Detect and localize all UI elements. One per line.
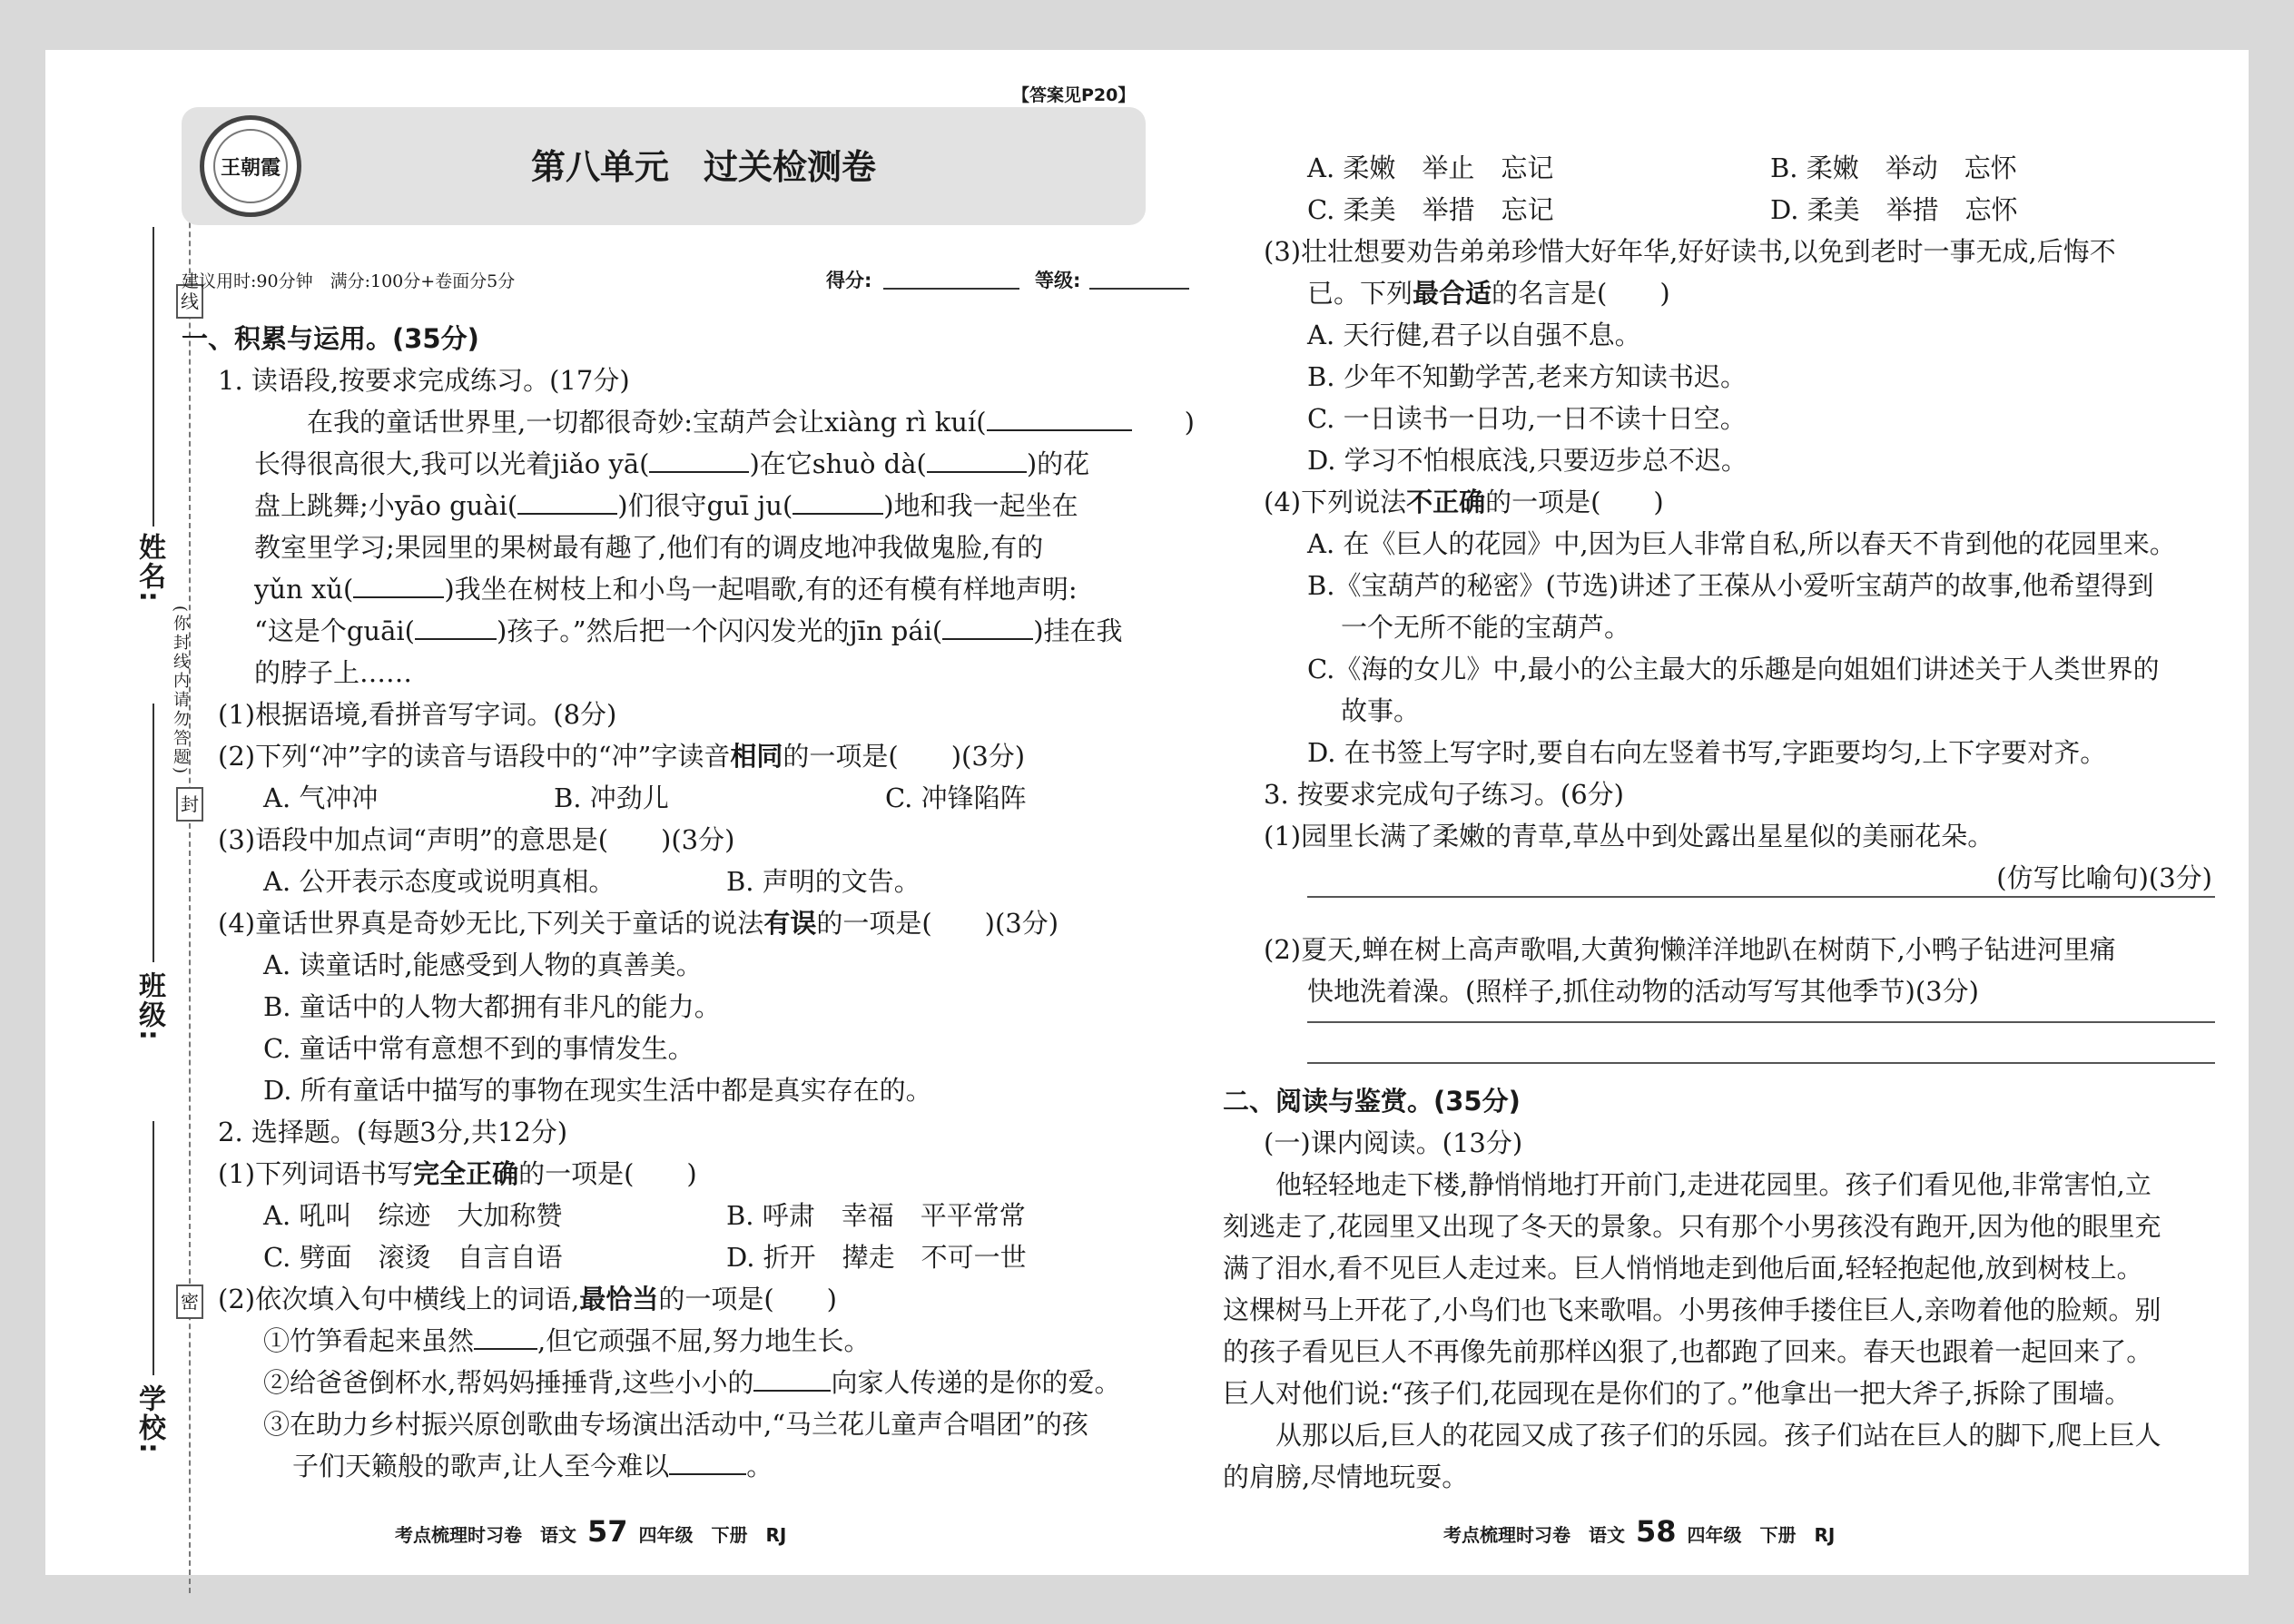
option-a[interactable]: A. 柔嫩 举止 忘记 xyxy=(1307,153,1554,183)
answer-blank[interactable] xyxy=(649,448,749,473)
option-b[interactable]: B. 声明的文告。 xyxy=(726,866,921,897)
question-2-2: (2)依次填入句中横线上的词语,最恰当的一项是( ) xyxy=(218,1284,837,1314)
answer-reference: 【答案见P20】 xyxy=(1012,85,1136,105)
option-c-cont: 故事。 xyxy=(1341,695,1421,726)
answer-line[interactable] xyxy=(1307,896,2215,898)
exam-meta: 建议用时:90分钟 满分:100分+卷面分5分 xyxy=(182,271,516,291)
name-label: 姓名: xyxy=(133,533,165,604)
option-a[interactable]: A. 公开表示态度或说明真相。 xyxy=(263,866,615,897)
section-1-heading: 一、积累与运用。(35分) xyxy=(182,323,479,354)
question-2-1-options-cd xyxy=(182,1236,1171,1278)
question-2-4: (4)下列说法不正确的一项是( ) xyxy=(1264,487,1664,517)
question-2-3: (3)壮壮想要劝告弟弟珍惜大好年华,好好读书,以免到老时一事无成,后悔不 xyxy=(1264,236,2116,267)
question-1-3: (3)语段中加点词“声明”的意思是( )(3分) xyxy=(218,824,735,855)
answer-blank[interactable] xyxy=(987,406,1132,431)
reading-line: 从那以后,巨人的花园又成了孩子们的乐园。孩子们站在巨人的脚下,爬上巨人 xyxy=(1223,1420,2161,1451)
option-b[interactable]: B. 童话中的人物大都拥有非凡的能力。 xyxy=(263,991,721,1022)
option-d[interactable]: D. 在书签上写字时,要自右向左竖着书写,字距要均匀,上下字要对齐。 xyxy=(1307,737,2107,768)
option-c[interactable]: C. 冲锋陷阵 xyxy=(885,782,1027,813)
answer-line[interactable] xyxy=(1307,1062,2215,1064)
page-number: 57 xyxy=(587,1514,628,1549)
section-2-heading: 二、阅读与鉴赏。(35分) xyxy=(1223,1086,1521,1117)
option-a[interactable]: A. 在《巨人的花园》中,因为巨人非常自私,所以春天不肯到他的花园里来。 xyxy=(1307,528,2176,559)
question-1-2: (2)下列“冲”字的读音与语段中的“冲”字读音相同的一项是( )(3分) xyxy=(218,741,1026,772)
reading-1-heading: (一)课内阅读。(13分) xyxy=(1264,1127,1523,1158)
option-d[interactable]: D. 学习不怕根底浅,只要迈步总不迟。 xyxy=(1307,445,1748,476)
option-b-cont: 一个无所不能的宝葫芦。 xyxy=(1341,612,1631,643)
question-1: 1. 读语段,按要求完成练习。(17分) xyxy=(218,365,630,396)
question-1-3-options xyxy=(182,861,1171,902)
left-column xyxy=(182,318,1195,1487)
reading-line: 的孩子看见巨人不再像先前那样凶狠了,也都跑了回来。春天也跟着一起回来了。 xyxy=(1223,1336,2153,1367)
sentence-3-cont: 子们天籁般的歌声,让人至今难以 。 xyxy=(292,1451,773,1481)
school-label: 学校: xyxy=(133,1384,165,1455)
question-3: 3. 按要求完成句子练习。(6分) xyxy=(1264,779,1624,810)
answer-blank[interactable] xyxy=(517,489,617,515)
passage-line: yǔn xǔ( )我坐在树枝上和小鸟一起唱歌,有的还有模有样地声明: xyxy=(254,574,1078,605)
option-a[interactable]: A. 读童话时,能感受到人物的真善美。 xyxy=(263,950,703,980)
name-underline xyxy=(153,227,154,527)
option-a[interactable]: A. 气冲冲 xyxy=(263,782,379,813)
question-2-1: (1)下列词语书写完全正确的一项是( ) xyxy=(218,1158,697,1189)
question-2-3-cont: 已。下列最合适的名言是( ) xyxy=(1307,278,1670,309)
option-c[interactable]: C. 柔美 举措 忘记 xyxy=(1307,194,1554,225)
option-c[interactable]: C. 一日读书一日功,一日不读十日空。 xyxy=(1307,403,1747,434)
reading-line: 刻逃走了,花园里又出现了冬天的景象。只有那个小男孩没有跑开,因为他的眼里充 xyxy=(1223,1211,2161,1242)
option-c[interactable]: C. 劈面 滚烫 自言自语 xyxy=(263,1242,563,1273)
option-c[interactable]: C.《海的女儿》中,最小的公主最大的乐趣是向姐姐们讲述关于人类世界的 xyxy=(1307,654,2160,684)
seal-box: 封 xyxy=(176,787,203,822)
answer-blank[interactable] xyxy=(669,1450,746,1475)
sentence-2: ②给爸爸倒杯水,帮妈妈捶捶背,这些小小的 向家人传递的是你的爱。 xyxy=(263,1367,1121,1398)
option-b[interactable]: B. 柔嫩 举动 忘怀 xyxy=(1770,153,2017,183)
question-2-1-options-ab xyxy=(182,1195,1171,1236)
class-label: 班级: xyxy=(133,971,165,1042)
answer-line[interactable] xyxy=(1307,1021,2215,1023)
option-b[interactable]: B. 少年不知勤学苦,老来方知读书迟。 xyxy=(1307,361,1747,392)
reading-line: 他轻轻地走下楼,静悄悄地打开前门,走进花园里。孩子们看见他,非常害怕,立 xyxy=(1223,1169,2151,1200)
option-a[interactable]: A. 吼叫 综迹 大加称赞 xyxy=(263,1200,563,1231)
option-b[interactable]: B.《宝葫芦的秘密》(节选)讲述了王葆从小爱听宝葫芦的故事,他希望得到 xyxy=(1307,570,2154,601)
question-1-2-options xyxy=(182,777,1171,819)
passage-line: 长得很高很大,我可以光着jiǎo yā( )在它shuò dà( )的花 xyxy=(254,448,1090,479)
reading-line: 这棵树马上开花了,小鸟们也飞来歌唱。小男孩伸手搂住巨人,亲吻着他的脸颊。别 xyxy=(1223,1294,2161,1325)
answer-blank[interactable] xyxy=(415,615,497,640)
no-answer-note: (你封线内请勿答题) xyxy=(171,605,190,777)
secret-box: 密 xyxy=(176,1284,203,1319)
right-column xyxy=(1223,147,2249,899)
answer-blank[interactable] xyxy=(793,489,883,515)
class-underline xyxy=(153,704,154,962)
passage-line: 的脖子上…… xyxy=(254,657,413,688)
question-3-1-requirement: (仿写比喻句)(3分) xyxy=(1996,862,2212,893)
option-a[interactable]: A. 天行健,君子以自强不息。 xyxy=(1307,320,1641,350)
passage-line: 教室里学习;果园里的果树最有趣了,他们有的调皮地冲我做鬼脸,有的 xyxy=(254,532,1044,563)
option-d[interactable]: D. 折开 撵走 不可一世 xyxy=(726,1242,1027,1273)
grade-label: 等级: xyxy=(1035,270,1081,291)
option-d[interactable]: D. 柔美 举措 忘怀 xyxy=(1770,194,2018,225)
question-2-2-options-cd xyxy=(1223,189,2249,231)
passage-line: 在我的童话世界里,一切都很奇妙:宝葫芦会让xiàng rì kuí( ) xyxy=(254,407,1195,438)
logo xyxy=(200,115,301,217)
grade-field[interactable] xyxy=(1089,288,1189,290)
line-box: 线 xyxy=(176,284,203,319)
question-2: 2. 选择题。(每题3分,共12分) xyxy=(218,1117,568,1147)
option-b[interactable]: B. 冲劲儿 xyxy=(554,782,669,813)
answer-blank[interactable] xyxy=(474,1324,537,1350)
reading-line: 巨人对他们说:“孩子们,花园现在是你们的了。”他拿出一把大斧子,拆除了围墙。 xyxy=(1223,1378,2132,1409)
exam-sheet xyxy=(45,50,2249,1575)
option-b[interactable]: B. 呼肃 幸福 平平常常 xyxy=(726,1200,1026,1231)
page-number: 58 xyxy=(1636,1514,1677,1549)
reading-line: 满了泪水,看不见巨人走过来。巨人悄悄地走到他后面,轻轻抱起他,放到树枝上。 xyxy=(1223,1253,2143,1284)
question-1-4: (4)童话世界真是奇妙无比,下列关于童话的说法有误的一项是( )(3分) xyxy=(218,908,1059,939)
reading-line: 的肩膀,尽情地玩耍。 xyxy=(1223,1462,1469,1492)
logo-text: 王朝霞 xyxy=(220,156,281,180)
option-d[interactable]: D. 所有童话中描写的事物在现实生活中都是真实存在的。 xyxy=(263,1075,932,1106)
reading-section xyxy=(1223,1080,2249,1498)
question-2-2-options-ab xyxy=(1223,147,2249,189)
question-3-1: (1)园里长满了柔嫩的青草,草丛中到处露出星星似的美丽花朵。 xyxy=(1264,821,1994,851)
school-underline xyxy=(153,1121,154,1375)
sentence-3: ③在助力乡村振兴原创歌曲专场演出活动中,“马兰花儿童声合唱团”的孩 xyxy=(263,1409,1088,1440)
sentence-1: ①竹笋看起来虽然 ,但它顽强不屈,努力地生长。 xyxy=(263,1325,871,1356)
page-title: 第八单元 过关检测卷 xyxy=(531,147,877,187)
score-label: 得分: xyxy=(826,270,872,291)
passage-line: 盘上跳舞;小yāo guài( )们很守guī ju( )地和我一起坐在 xyxy=(254,490,1078,521)
answer-blank[interactable] xyxy=(353,573,444,598)
passage xyxy=(182,401,1195,694)
answer-blank[interactable] xyxy=(942,615,1033,640)
right-column-lower xyxy=(1223,929,2249,1012)
answer-blank[interactable] xyxy=(753,1366,831,1392)
option-c[interactable]: C. 童话中常有意想不到的事情发生。 xyxy=(263,1033,694,1064)
question-3-2-cont: 快地洗着澡。(照样子,抓住动物的活动写写其他季节)(3分) xyxy=(1307,976,1979,1007)
question-3-2: (2)夏天,蝉在树上高声歌唱,大黄狗懒洋洋地趴在树荫下,小鸭子钻进河里痛 xyxy=(1264,934,2116,965)
footer-left: 考点梳理时习卷 语文 57 四年级 下册 RJ xyxy=(395,1514,787,1549)
answer-blank[interactable] xyxy=(927,448,1027,473)
passage-line: “这是个guāi( )孩子。”然后把一个闪闪发光的jīn pái( )挂在我 xyxy=(254,615,1123,646)
question-1-1: (1)根据语境,看拼音写字词。(8分) xyxy=(218,699,617,730)
footer-right: 考点梳理时习卷 语文 58 四年级 下册 RJ xyxy=(1443,1514,1836,1549)
